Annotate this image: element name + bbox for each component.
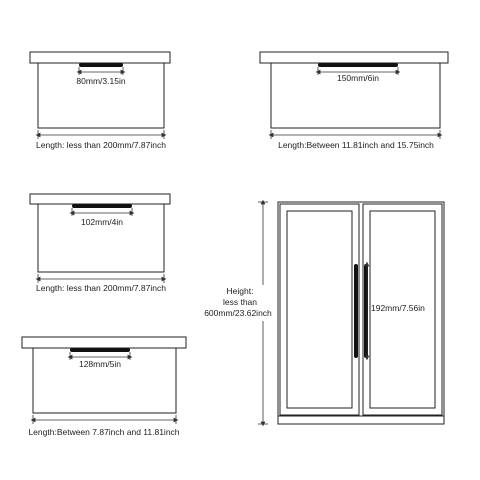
drawer-3 (30, 194, 170, 293)
drawer-4-handle-label: 128mm/5in (78, 359, 122, 369)
drawer-2-handle-label: 150mm/6in (336, 73, 380, 83)
drawer-1-top (30, 52, 170, 63)
cabinet (204, 202, 444, 424)
drawer-3-box (38, 204, 164, 272)
drawer-2 (260, 52, 448, 150)
drawer-1-length-label: Length: less than 200mm/7.87inch (36, 140, 166, 150)
drawer-2-handle (318, 63, 398, 67)
drawer-3-top (30, 194, 170, 204)
drawer-1-box (38, 63, 164, 128)
drawer-3-handle-label: 102mm/4in (80, 217, 124, 227)
drawer-3-handle (72, 204, 132, 208)
drawer-4-length-label: Length:Between 7.87inch and 11.81inch (28, 427, 180, 437)
drawer-1-handle-label: 80mm/3.15in (76, 76, 126, 86)
cabinet-height-label-1: Height: (226, 286, 254, 296)
drawer-4 (22, 337, 186, 437)
drawer-1-handle (79, 63, 123, 67)
drawer-2-top (260, 52, 448, 63)
drawer-3-length-label: Length: less than 200mm/7.87inch (36, 283, 166, 293)
drawer-4-top (22, 337, 186, 348)
cabinet-handle-label: 192mm/7.56in (371, 303, 425, 313)
drawer-4-box (33, 348, 176, 413)
drawer-2-length-label: Length:Between 11.81inch and 15.75inch (278, 140, 434, 150)
drawer-1 (30, 52, 170, 150)
cabinet-left-handle (354, 264, 358, 358)
cabinet-height-label-2: less than (222, 297, 258, 307)
cabinet-height-label-3: 600mm/23.62inch (204, 308, 272, 318)
cabinet-left-door (280, 204, 359, 415)
drawer-4-handle (70, 348, 130, 352)
